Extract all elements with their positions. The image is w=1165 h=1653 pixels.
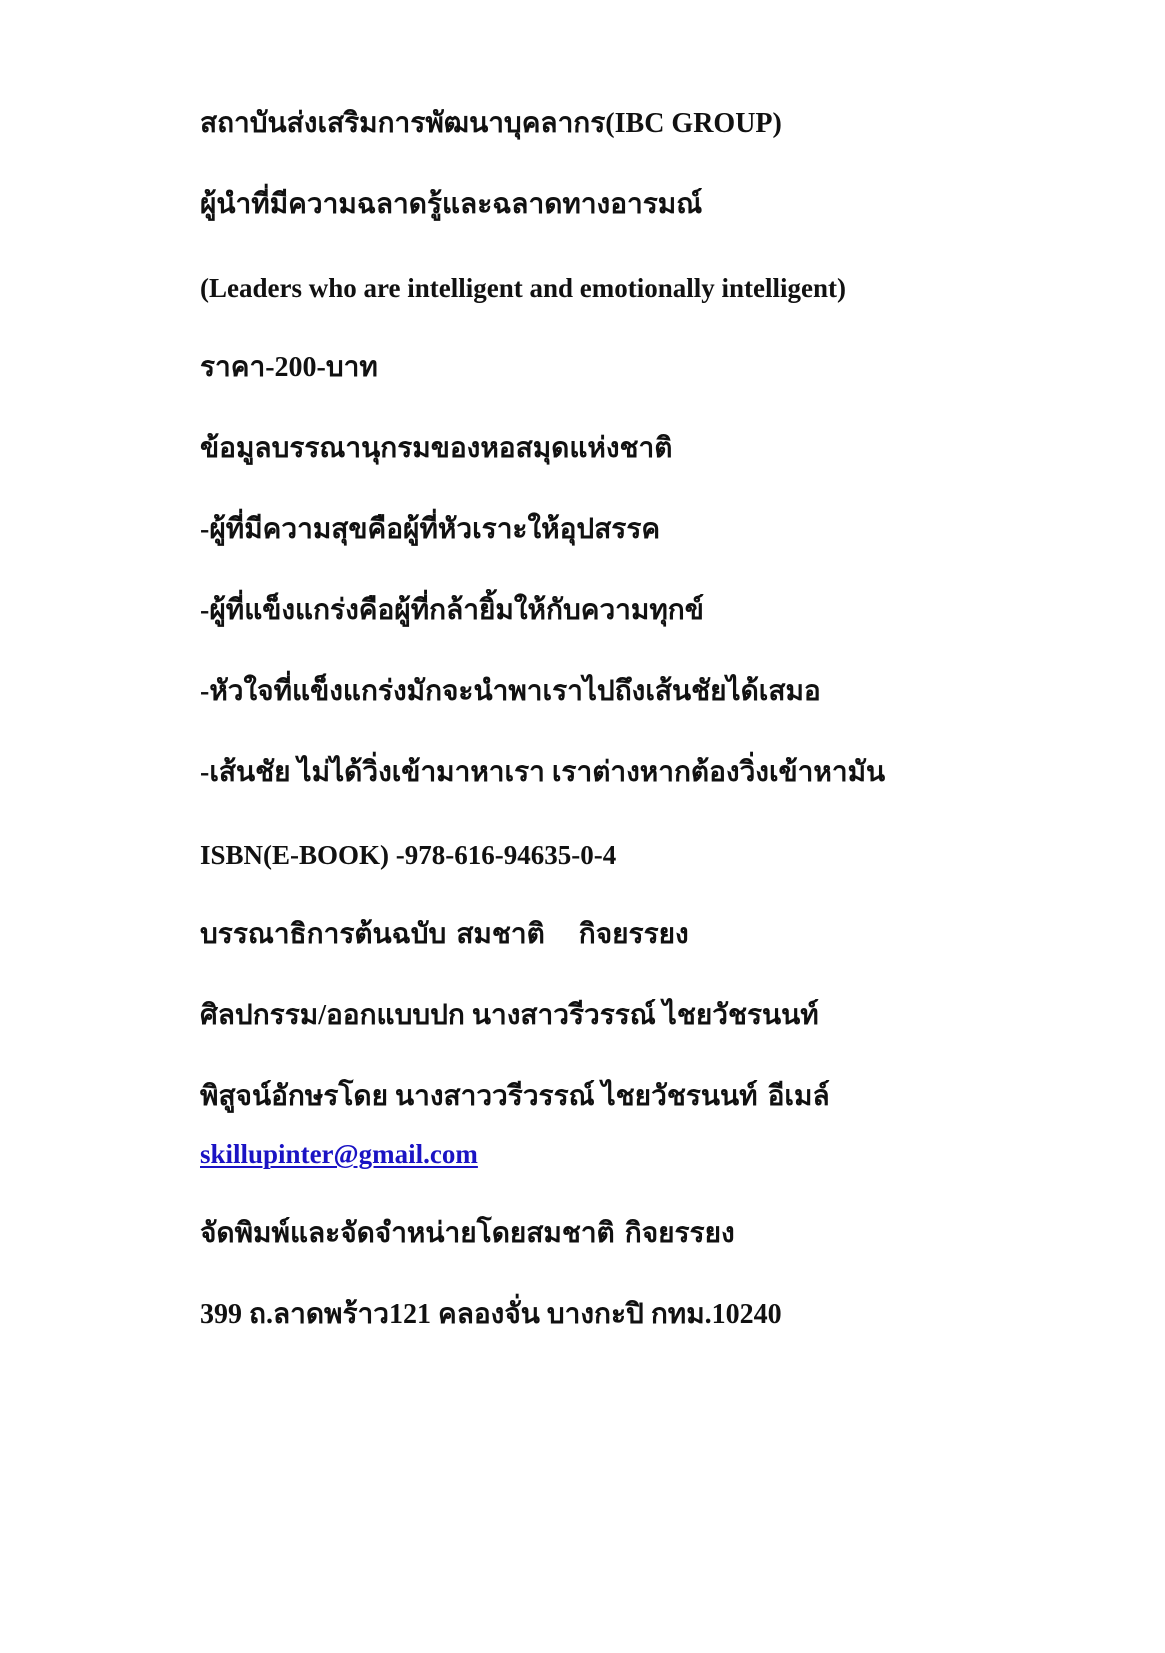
email-line xyxy=(200,1136,478,1172)
email-label: อีเมล์ xyxy=(767,1081,830,1112)
quote-line: -หัวใจที่แข็งแกร่งมักจะนำพาเราไปถึงเส้นชัยได้เสมอ xyxy=(200,676,821,707)
publisher-address: 399 ถ.ลาดพร้าว121 คลองจั่น บางกะปิ กทม.10240 xyxy=(200,1299,782,1330)
price: ราคา-200-บาท xyxy=(200,352,378,383)
email-link[interactable]: skillupinter@gmail.com xyxy=(200,1139,478,1169)
editor-line xyxy=(200,917,689,953)
proofreading-credit: พิสูจน์อักษรโดย นางสาววรีวรรณ์ ไชยวัชรนนท์ xyxy=(200,1081,758,1112)
institute-name: สถาบันส่งเสริมการพัฒนาบุคลากร(IBC GROUP) xyxy=(200,108,782,139)
publisher-label: จัดพิมพ์และจัดจำหน่ายโดยสมชาติ xyxy=(200,1218,615,1249)
catalog-heading: ข้อมูลบรรณานุกรมของหอสมุดแห่งชาติ xyxy=(200,433,673,464)
editor-first-name: สมชาติ xyxy=(456,919,545,950)
editor-last-name: กิจยรรยง xyxy=(578,919,689,950)
book-title-english: (Leaders who are intelligent and emotionally intelligent) xyxy=(200,273,846,303)
quote-line: -เส้นชัย ไม่ได้วิ่งเข้ามาหาเรา เราต่างหากต้องวิ่งเข้าหามัน xyxy=(200,757,886,788)
isbn: ISBN(E-BOOK) -978-616-94635-0-4 xyxy=(200,840,617,870)
quote-line: -ผู้ที่มีความสุขคือผู้ที่หัวเราะให้อุปสรรค xyxy=(200,514,661,545)
artwork-credit: ศิลปกรรม/ออกแบบปก นางสาวรีวรรณ์ ไชยวัชรนนท์ xyxy=(200,1000,819,1031)
book-title-thai: ผู้นำที่มีความฉลาดรู้และฉลาดทางอารมณ์ xyxy=(200,189,703,220)
publisher-line xyxy=(200,1216,735,1252)
publisher-name: กิจยรรยง xyxy=(624,1218,735,1249)
proofreading-line xyxy=(200,1079,830,1115)
editor-label: บรรณาธิการต้นฉบับ xyxy=(200,919,447,950)
quote-line: -ผู้ที่แข็งแกร่งคือผู้ที่กล้ายิ้มให้กับความทุกข์ xyxy=(200,595,704,626)
